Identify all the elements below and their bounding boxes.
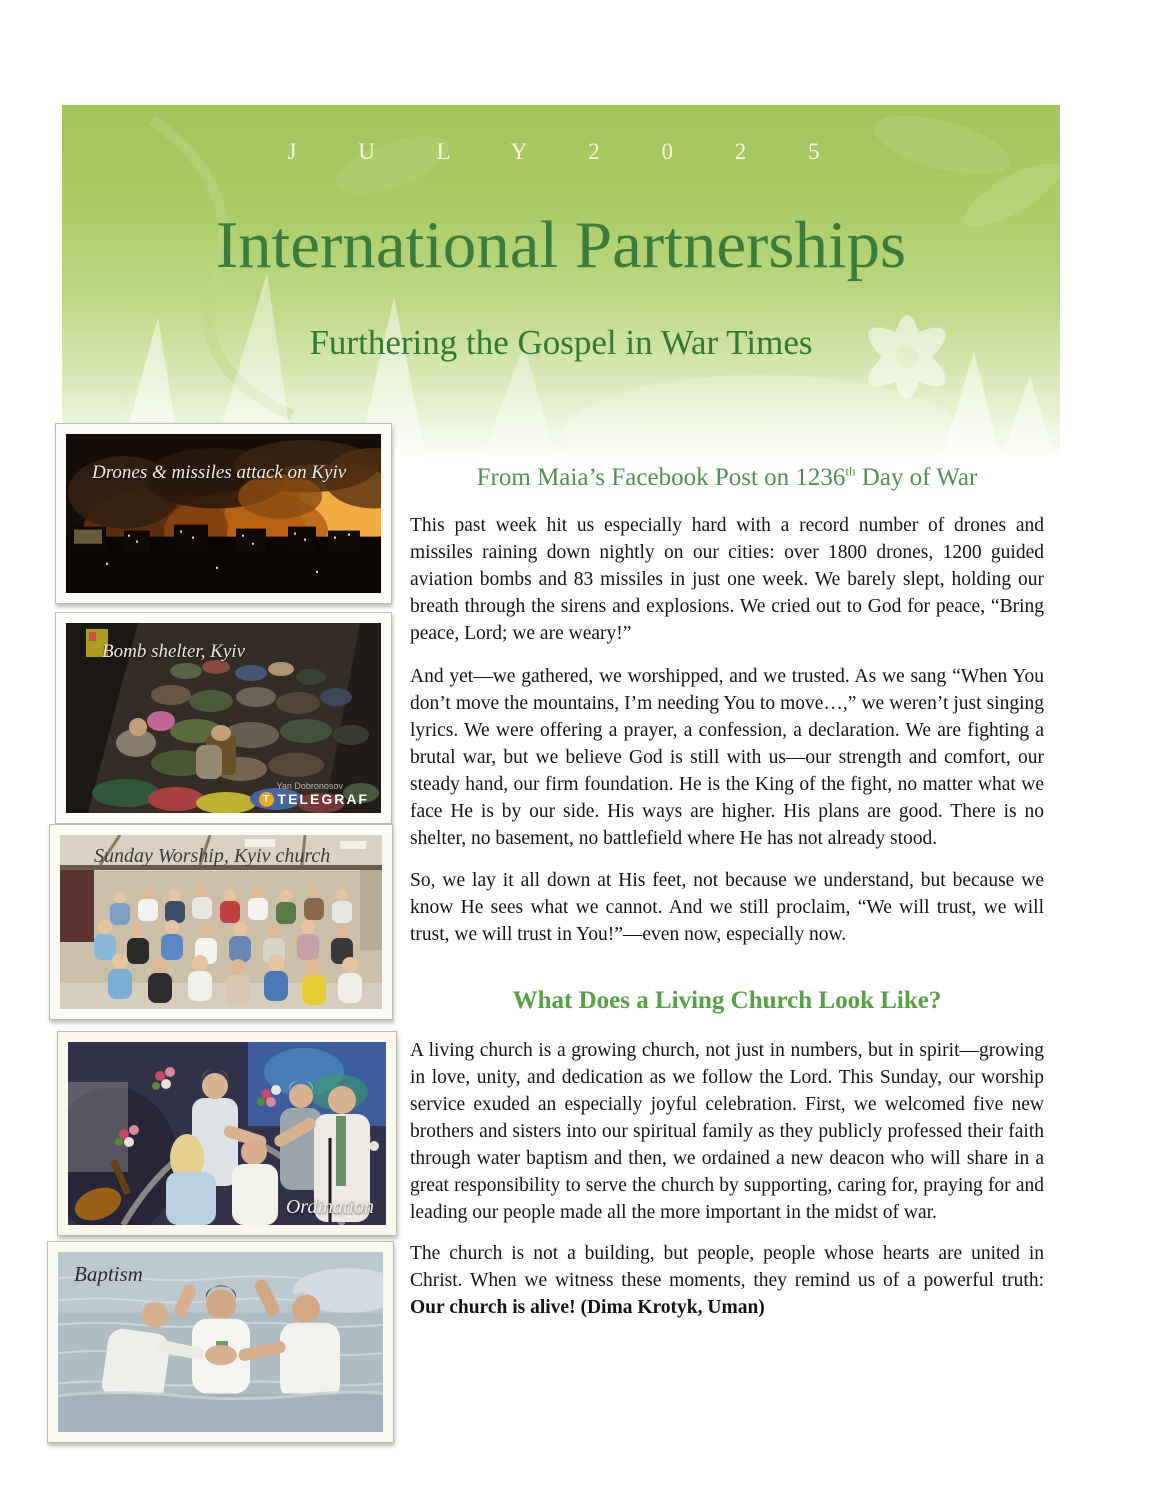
photo-caption-worship: Sunday Worship, Kyiv church	[94, 845, 331, 867]
article2-paragraph-2	[410, 1240, 1044, 1321]
newsletter-subtitle: Furthering the Gospel in War Times	[309, 323, 813, 362]
closing-bold-text: Our church is alive! (Dima Krotyk, Uman)	[410, 1296, 765, 1318]
photo-baptism	[47, 1241, 394, 1443]
newsletter-title: International Partnerships	[215, 208, 907, 282]
article1-heading-prefix: From Maia’s Facebook Post on 1236	[476, 464, 846, 491]
ordinal-suffix: th	[845, 463, 856, 479]
photo-bomb-shelter	[55, 612, 392, 824]
photo-caption-shelter: Bomb shelter, Kyiv	[102, 641, 246, 662]
photo-caption-ordination: Ordination	[285, 1196, 374, 1218]
telegraf-watermark	[259, 781, 369, 807]
photo-drones-attack	[55, 423, 392, 604]
photo-caption-drones: Drones & missiles attack on Kyiv	[92, 462, 347, 483]
telegraf-logo-icon: T	[259, 792, 274, 807]
photo-caption-baptism: Baptism	[74, 1262, 143, 1286]
article-column	[410, 462, 1044, 1321]
telegraf-wordmark: TELEGRAF	[277, 791, 369, 807]
issue-date: J U L Y 2 0 2 5	[287, 139, 835, 164]
photo-sunday-worship	[49, 824, 393, 1020]
article2-heading: What Does a Living Church Look Like?	[512, 987, 942, 1015]
article1-paragraph-3: So, we lay it all down at His feet, not because we understand, but because we know He sees what we cannot. And we still proclaim, “We will trust, we will trust, we will trust in You!”—even now, especially now.	[410, 870, 1044, 946]
photo-ordination	[57, 1031, 397, 1236]
article1-heading-suffix: Day of War	[855, 464, 978, 491]
closing-lead-text: The church is not a building, but people, people whose hearts are united in Christ. When we witness these moments, they remind us of a powerful truth:	[410, 1242, 1044, 1291]
article1-paragraph-2: And yet—we gathered, we worshipped, and we trusted. As we sang “When You don’t move the mountains, I’m needing You to move…,” we weren’t just singing lyrics. We were offering a prayer, a confession, a declaration. We are fighting a brutal war, but we believe God is still with us—our strength and comfort, our steady hand, our firm foundation. He is the King of the fight, no matter what we face He is by our side. His ways are higher. His plans are good. There is no shelter, no basement, no battlefield where He has not already stood.	[410, 666, 1044, 850]
article2-paragraph-1: A living church is a growing church, not just in numbers, but in spirit—growing in love, unity, and dedication as we follow the Lord. This Sunday, our worship service exuded an especially joyful celebration. First, we welcomed five new brothers and sisters into our spiritual family as they publicly professed their faith through water baptism and then, we ordained a new deacon who will share in a great responsibility to serve the church by supporting, caring for, praying for and leading our people made all the more important in the midst of war.	[410, 1039, 1044, 1223]
drones-attack-photo-art	[66, 434, 381, 593]
article1-heading	[410, 462, 1044, 493]
masthead-banner	[62, 105, 1060, 457]
photo-credit: Yan Dobronosov	[276, 781, 343, 791]
article1-paragraph-1: This past week hit us especially hard with a record number of drones and missiles raining down nightly on our cities: over 1800 drones, 1200 guided aviation bombs and 83 missiles in just one week. We barely slept, holding our breath through the sirens and explosions. We cried out to God for peace, “Bring peace, Lord; we are weary!”	[410, 515, 1044, 645]
